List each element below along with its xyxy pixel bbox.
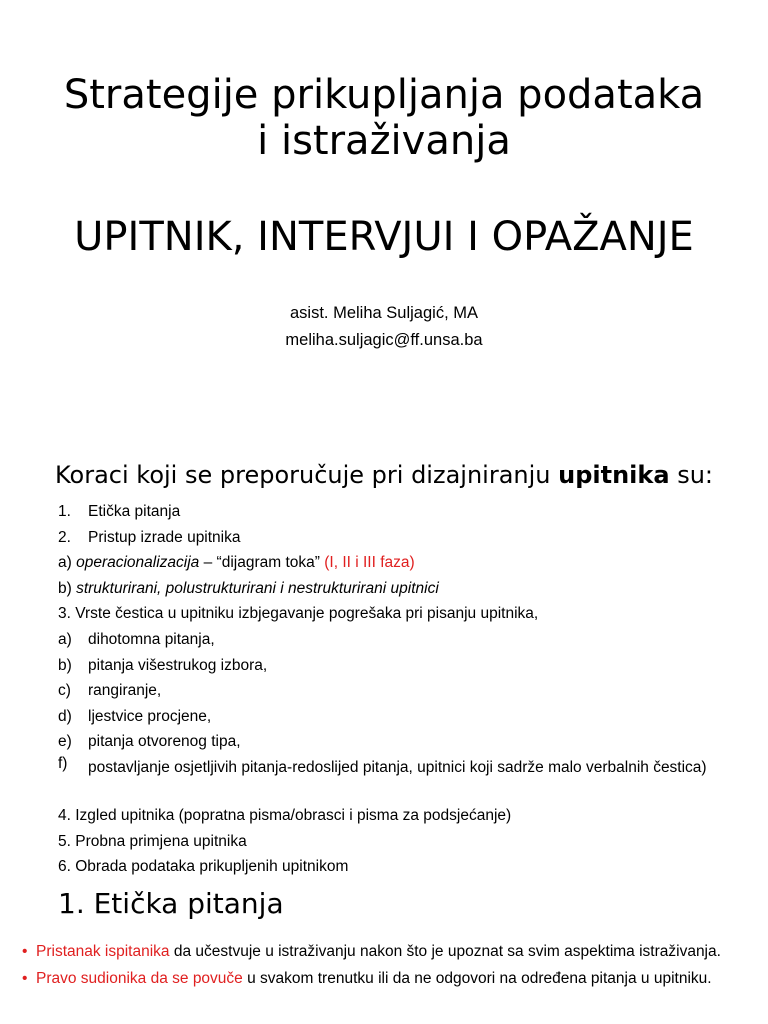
list-item-italic: operacionalizacija: [76, 554, 200, 572]
author-email: meliha.suljagic@ff.unsa.ba: [285, 331, 483, 349]
list-marker: 2.: [58, 528, 71, 546]
bullet-text: da učestvuje u istraživanju nakon što je upoznat sa svim aspektima istraživanja.: [169, 943, 721, 960]
author-block: [0, 300, 768, 354]
presentation-title: [0, 72, 768, 164]
list-marker: a): [58, 630, 72, 648]
steps-slide-title: [0, 459, 768, 491]
list-marker: 1.: [58, 503, 71, 520]
presentation-subtitle: UPITNIK, INTERVJUI I OPAŽANJE: [74, 214, 694, 260]
bullet-item: [22, 969, 742, 988]
title-slide: [0, 0, 768, 432]
title-line-2: i istraživanja: [257, 118, 511, 164]
list-item: [58, 729, 738, 755]
ethics-bullet-list: [22, 942, 742, 996]
title-prefix: Koraci koji se preporučuje pri dizajniranju: [54, 461, 559, 489]
list-item-prefix: b): [58, 579, 77, 597]
list-item-text: pitanja višestrukog izbora,: [88, 656, 268, 674]
list-item-text: dihotomna pitanja,: [88, 630, 215, 648]
list-item: [58, 525, 738, 551]
list-item-text: 5. Probna primjena upitnika: [58, 832, 247, 850]
list-marker: b): [58, 656, 72, 674]
list-item: [58, 576, 738, 602]
list-marker: d): [58, 707, 72, 725]
author-name: asist. Meliha Suljagić, MA: [290, 304, 478, 322]
list-item: [58, 550, 738, 576]
list-marker: f): [58, 754, 68, 772]
steps-slide: [0, 433, 768, 876]
list-item: [58, 627, 738, 653]
list-item-text: 3. Vrste čestica u upitniku izbjegavanje pogrešaka pri pisanju upitnika,: [58, 605, 539, 623]
list-item-text: – “dijagram toka”: [199, 554, 325, 572]
bullet-highlight: Pravo sudionika da se povuče: [36, 970, 243, 987]
list-item-text: 6. Obrada podataka prikupljenih upitnikom: [58, 858, 349, 876]
list-item-text: 4. Izgled upitnika (popratna pisma/obrasci i pisma za podsjećanje): [58, 806, 512, 824]
list-item-text: Etička pitanja: [88, 503, 181, 520]
list-item: [58, 755, 738, 803]
list-item-highlight: (I, II i III faza): [324, 554, 415, 572]
bullet-icon: •: [22, 943, 28, 960]
list-marker: e): [58, 733, 72, 751]
list-item-text: ljestvice procjene,: [88, 707, 212, 725]
title-bold: upitnika: [558, 461, 670, 489]
list-item-prefix: a): [58, 554, 77, 572]
list-item: [58, 653, 738, 679]
list-item-text: Pristup izrade upitnika: [88, 528, 241, 546]
list-item-text: rangiranje,: [88, 682, 162, 700]
list-item-italic: strukturirani, polustrukturirani i nestrukturirani upitnici: [76, 579, 439, 597]
list-item-text: postavljanje osjetljivih pitanja-redoslijed pitanja, upitnici koji sadrže malo verbalnih čestica): [88, 758, 707, 776]
list-item: [58, 601, 738, 627]
list-marker: c): [58, 682, 71, 700]
ethics-slide: [0, 866, 768, 1024]
list-item: [58, 704, 738, 730]
title-line-1: Strategije prikupljanja podataka: [63, 72, 705, 118]
bullet-highlight: Pristanak ispitanika: [36, 943, 170, 960]
ethics-slide-title: 1. Etička pitanja: [58, 887, 284, 920]
list-item-text: pitanja otvorenog tipa,: [88, 733, 241, 751]
bullet-icon: •: [22, 970, 28, 987]
list-item: [58, 803, 738, 829]
title-suffix: su:: [669, 461, 713, 489]
list-item: [58, 829, 738, 855]
list-item: [58, 499, 738, 525]
list-item: [58, 678, 738, 704]
bullet-text: u svakom trenutku ili da ne odgovori na određena pitanja u upitniku.: [242, 970, 712, 987]
bullet-item: [22, 942, 742, 961]
steps-list: [58, 499, 738, 880]
